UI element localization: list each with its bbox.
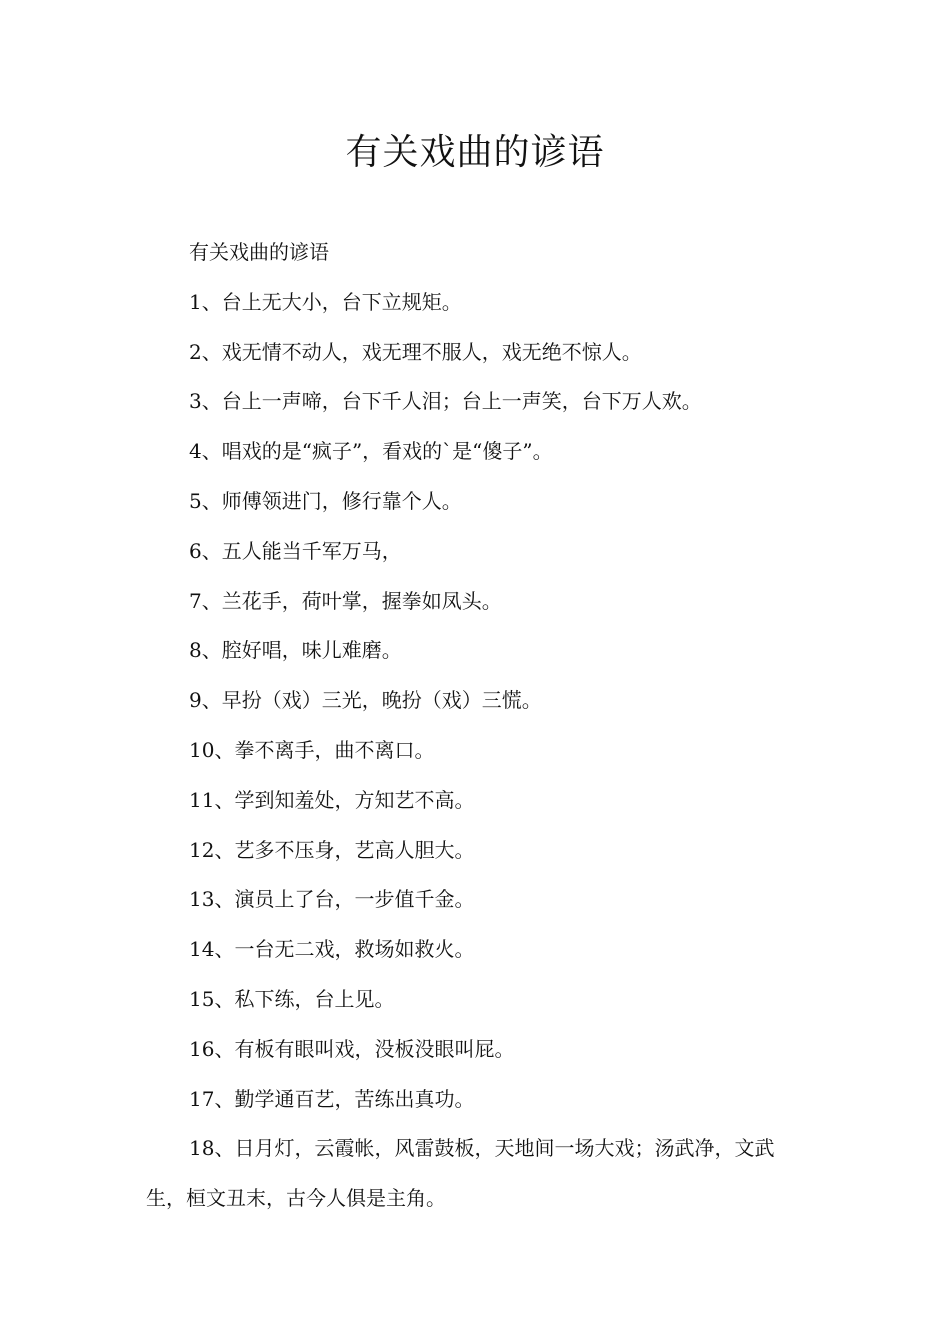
proverb-item: 6、五人能当千军万马， — [189, 538, 402, 563]
document-body — [146, 228, 806, 1224]
proverb-item: 14、一台无二戏，救场如救火。 — [189, 937, 475, 962]
proverb-item: 18、日月灯，云霞帐，风雷鼓板，天地间一场大戏；汤武净，文武生，桓文丑末，古今人俱是主角。 — [146, 1136, 775, 1211]
proverb-item: 8、腔好唱，味儿难磨。 — [189, 638, 402, 663]
paragraph-heading: 有关戏曲的谚语 — [189, 240, 329, 264]
proverb-item: 13、演员上了台，一步值千金。 — [189, 887, 475, 912]
proverb-item: 10、拳不离手，曲不离口。 — [189, 737, 435, 762]
proverb-item: 4、唱戏的是“疯子”，看戏的`是“傻子”。 — [189, 439, 553, 464]
proverb-item: 7、兰花手，荷叶掌，握拳如凤头。 — [189, 588, 502, 613]
proverb-item: 11、学到知羞处，方知艺不高。 — [189, 787, 475, 812]
proverb-item: 1、台上无大小，台下立规矩。 — [189, 289, 462, 314]
proverb-item: 12、艺多不压身，艺高人胆大。 — [189, 837, 475, 862]
document-title: 有关戏曲的谚语 — [345, 132, 605, 173]
proverb-item: 16、有板有眼叫戏，没板没眼叫屁。 — [189, 1036, 515, 1061]
proverb-item: 17、勤学通百艺，苦练出真功。 — [189, 1086, 475, 1111]
proverb-item: 2、戏无情不动人，戏无理不服人，戏无绝不惊人。 — [189, 339, 642, 364]
proverb-item: 9、早扮（戏）三光，晚扮（戏）三慌。 — [189, 688, 542, 713]
proverb-item: 15、私下练，台上见。 — [189, 986, 395, 1011]
proverb-item: 5、师傅领进门，修行靠个人。 — [189, 488, 462, 513]
proverb-item: 3、台上一声啼，台下千人泪；台上一声笑，台下万人欢。 — [189, 389, 702, 414]
